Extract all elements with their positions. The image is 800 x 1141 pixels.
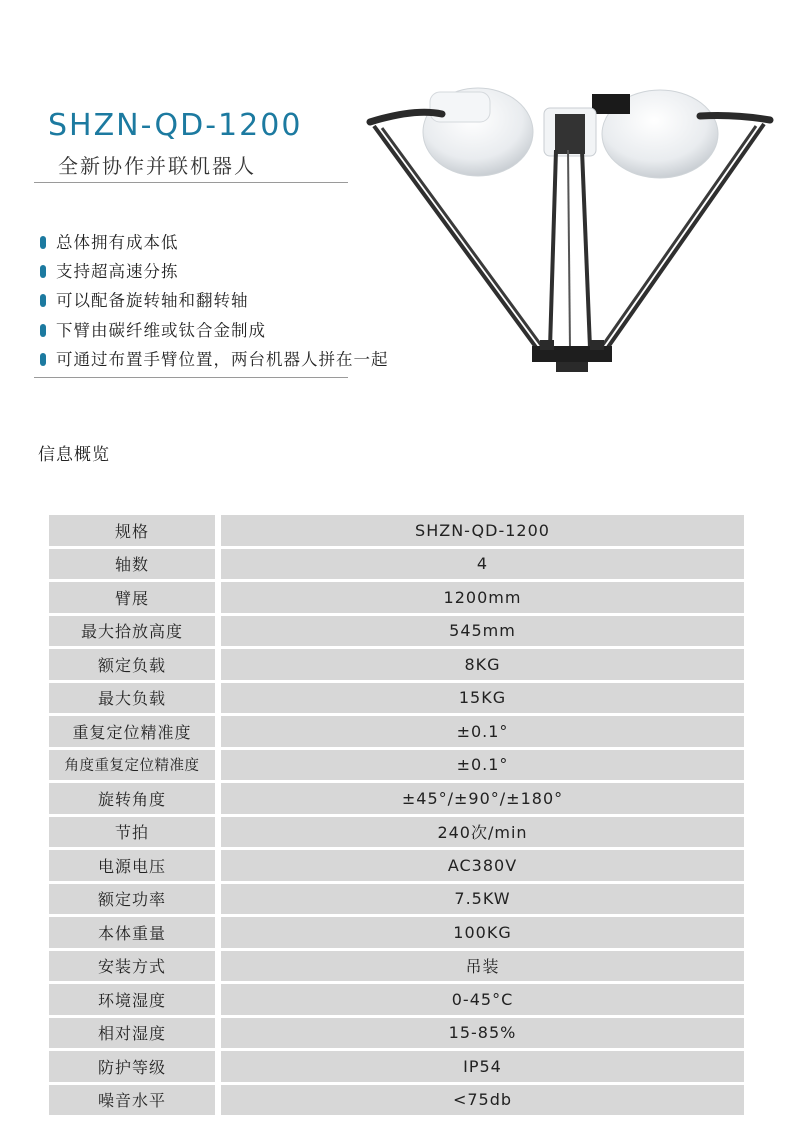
feature-text: 支持超高速分拣 [56, 262, 179, 282]
table-row [49, 984, 744, 1015]
spec-label: 安装方式 [49, 951, 215, 982]
spec-label: 最大负载 [49, 683, 215, 714]
delta-robot-image [360, 80, 780, 390]
spec-value: 15KG [221, 683, 744, 714]
table-row [49, 850, 744, 881]
table-row [49, 1018, 744, 1049]
feature-item [40, 345, 389, 374]
spec-label: 额定负载 [49, 649, 215, 680]
spec-value: 545mm [221, 616, 744, 647]
spec-value: 15-85% [221, 1018, 744, 1049]
feature-item [40, 316, 389, 345]
table-row [49, 1051, 744, 1082]
spec-value: AC380V [221, 850, 744, 881]
spec-value: ±0.1° [221, 716, 744, 747]
table-row [49, 817, 744, 848]
table-row [49, 549, 744, 580]
spec-label: 噪音水平 [49, 1085, 215, 1116]
spec-label: 角度重复定位精准度 [49, 750, 215, 781]
spec-value: 1200mm [221, 582, 744, 613]
feature-text: 下臂由碳纤维或钛合金制成 [56, 320, 266, 340]
table-row [49, 884, 744, 915]
feature-text: 可以配备旋转轴和翻转轴 [56, 291, 249, 311]
table-row [49, 683, 744, 714]
bullet-icon [40, 294, 46, 307]
table-row [49, 716, 744, 747]
spec-label: 本体重量 [49, 917, 215, 948]
feature-list [40, 228, 389, 374]
spec-label: 规格 [49, 515, 215, 546]
spec-table [49, 515, 744, 1118]
spec-label: 相对湿度 [49, 1018, 215, 1049]
table-row [49, 917, 744, 948]
table-row [49, 649, 744, 680]
table-row [49, 1085, 744, 1116]
feature-item [40, 228, 389, 257]
spec-label: 重复定位精准度 [49, 716, 215, 747]
spec-value: 0-45°C [221, 984, 744, 1015]
spec-value: 吊装 [221, 951, 744, 982]
feature-text: 总体拥有成本低 [56, 233, 179, 253]
feature-text: 可通过布置手臂位置，两台机器人拼在一起 [56, 349, 389, 369]
spec-value: IP54 [221, 1051, 744, 1082]
table-row [49, 951, 744, 982]
spec-value: 4 [221, 549, 744, 580]
divider-top [34, 182, 348, 183]
spec-label: 节拍 [49, 817, 215, 848]
bullet-icon [40, 324, 46, 337]
table-row [49, 616, 744, 647]
spec-label: 环境湿度 [49, 984, 215, 1015]
spec-value: ±0.1° [221, 750, 744, 781]
spec-label: 轴数 [49, 549, 215, 580]
spec-label: 电源电压 [49, 850, 215, 881]
divider-bottom [34, 377, 348, 378]
spec-value: SHZN-QD-1200 [221, 515, 744, 546]
feature-item [40, 286, 389, 315]
bullet-icon [40, 353, 46, 366]
feature-item [40, 257, 389, 286]
spec-value: 8KG [221, 649, 744, 680]
product-title: SHZN-QD-1200 [48, 108, 303, 143]
spec-label: 防护等级 [49, 1051, 215, 1082]
bullet-icon [40, 265, 46, 278]
spec-label: 最大拾放高度 [49, 616, 215, 647]
spec-value: ±45°/±90°/±180° [221, 783, 744, 814]
table-row [49, 783, 744, 814]
spec-value: 7.5KW [221, 884, 744, 915]
section-title: 信息概览 [38, 445, 110, 465]
table-row [49, 515, 744, 546]
spec-label: 臂展 [49, 582, 215, 613]
spec-label: 旋转角度 [49, 783, 215, 814]
bullet-icon [40, 236, 46, 249]
product-subtitle: 全新协作并联机器人 [58, 154, 256, 178]
spec-value: <75db [221, 1085, 744, 1116]
table-row [49, 750, 744, 781]
spec-label: 额定功率 [49, 884, 215, 915]
table-row [49, 582, 744, 613]
spec-value: 100KG [221, 917, 744, 948]
spec-value: 240次/min [221, 817, 744, 848]
